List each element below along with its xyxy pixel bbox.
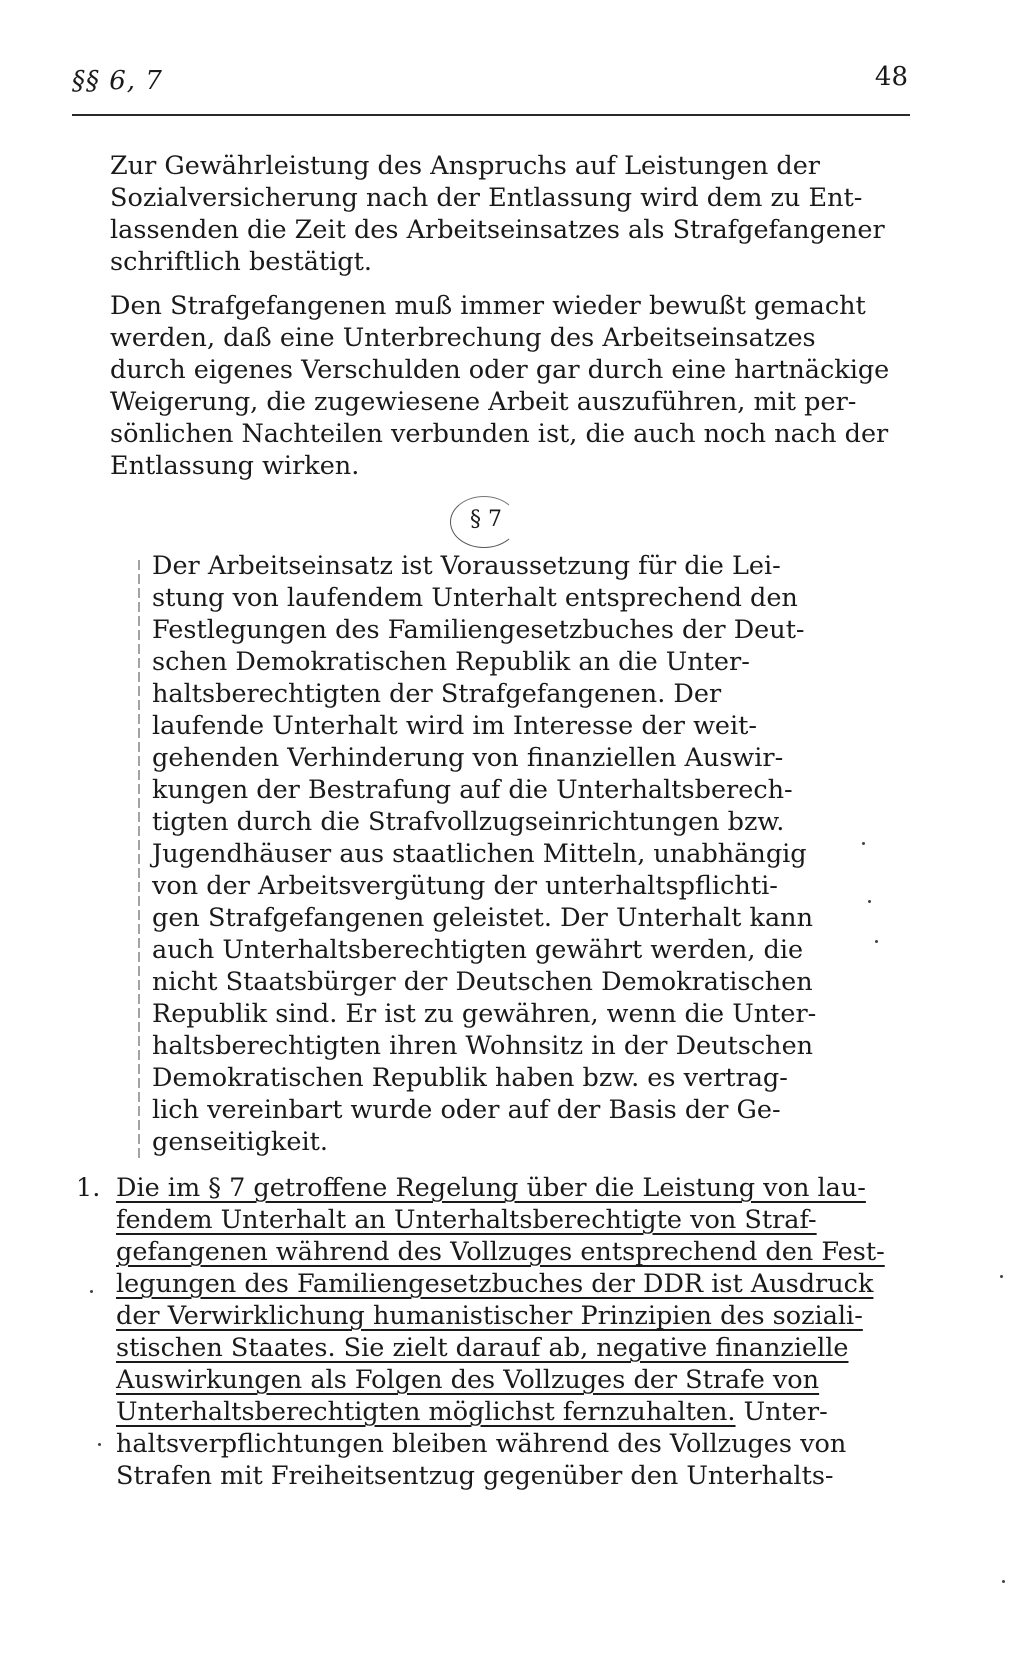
text-line: schriftlich bestätigt.	[110, 247, 372, 277]
section-reference: §§ 6, 7	[72, 66, 163, 96]
text-line: haltsberechtigten ihren Wohnsitz in der Deutschen	[152, 1031, 814, 1061]
text-line: genseitigkeit.	[152, 1127, 328, 1157]
scan-speck	[875, 940, 878, 943]
text-line: haltsberechtigten der Strafgefangenen. Der	[152, 679, 722, 709]
text-line: stung von laufendem Unterhalt entsprechend den	[152, 583, 798, 613]
paragraph-work-interruption	[110, 290, 910, 482]
underlined-line: gefangenen während des Vollzuges entsprechend den Fest-	[116, 1237, 885, 1267]
text-line: Republik sind. Er ist zu gewähren, wenn die Unter-	[152, 999, 817, 1029]
text-line: tigten durch die Strafvollzugseinrichtungen bzw.	[152, 807, 785, 837]
underlined-line: legungen des Familiengesetzbuches der DDR ist Ausdruck	[116, 1269, 874, 1299]
scan-speck	[90, 1290, 93, 1293]
paragraph-section-7-text	[152, 550, 842, 1158]
scan-speck	[98, 1443, 101, 1446]
text-line: lich vereinbart wurde oder auf der Basis der Ge-	[152, 1095, 781, 1125]
text-line: laufende Unterhalt wird im Interesse der weit-	[152, 711, 758, 741]
text-line: gehenden Verhinderung von finanziellen Auswir-	[152, 743, 784, 773]
text-line: nicht Staatsbürger der Deutschen Demokratischen	[152, 967, 813, 997]
text-line: Festlegungen des Familiengesetzbuches der Deut-	[152, 615, 805, 645]
scan-speck	[1002, 1580, 1005, 1583]
mixed-line	[116, 1396, 910, 1428]
text-line: schen Demokratischen Republik an die Unter-	[152, 647, 750, 677]
page-number: 48	[874, 62, 908, 92]
paragraph-commentary	[116, 1172, 910, 1492]
text-line: Den Strafgefangenen muß immer wieder bewußt gemacht	[110, 291, 866, 321]
text-line: auch Unterhaltsberechtigten gewährt werden, die	[152, 935, 804, 965]
page-header	[72, 62, 908, 112]
underlined-line: Die im § 7 getroffene Regelung über die Leistung von lau-	[116, 1173, 866, 1203]
commentary-number: 1.	[76, 1173, 101, 1203]
section-heading	[446, 494, 526, 546]
text-line: Entlassung wirken.	[110, 451, 360, 481]
text-line: Jugendhäuser aus staatlichen Mitteln, unabhängig	[152, 839, 807, 869]
underlined-line: fendem Unterhalt an Unterhaltsberechtigte von Straf-	[116, 1205, 817, 1235]
section-label: § 7	[470, 507, 502, 532]
text-line: Zur Gewährleistung des Anspruchs auf Leistungen der	[110, 151, 820, 181]
text-line: sönlichen Nachteilen verbunden ist, die auch noch nach der	[110, 419, 889, 449]
margin-marking	[138, 560, 140, 1160]
text-line: werden, daß eine Unterbrechung des Arbeitseinsatzes	[110, 323, 816, 353]
text-line: lassenden die Zeit des Arbeitseinsatzes als Strafgefangener	[110, 215, 885, 245]
underlined-line: der Verwirklichung humanistischer Prinzipien des soziali-	[116, 1301, 863, 1331]
text-line: durch eigenes Verschulden oder gar durch eine hartnäckige	[110, 355, 890, 385]
text-line: Weigerung, die zugewiesene Arbeit auszuführen, mit per-	[110, 387, 857, 417]
scan-speck	[1000, 1275, 1003, 1278]
plain-fragment: Unter-	[735, 1397, 828, 1427]
paragraph-social-insurance	[110, 150, 910, 278]
text-line: Demokratischen Republik haben bzw. es vertrag-	[152, 1063, 788, 1093]
handwritten-circle	[450, 496, 518, 548]
text-line: Strafen mit Freiheitsentzug gegenüber den Unterhalts-	[116, 1461, 834, 1491]
scan-speck	[868, 900, 871, 903]
text-line: von der Arbeitsvergütung der unterhaltspflichti-	[152, 871, 778, 901]
underlined-line: Auswirkungen als Folgen des Vollzuges der Strafe von	[116, 1365, 820, 1395]
header-rule	[72, 114, 910, 116]
text-line: Der Arbeitseinsatz ist Voraussetzung für die Lei-	[152, 551, 781, 581]
underlined-fragment: Unterhaltsberechtigten möglichst fernzuhalten.	[116, 1397, 736, 1427]
text-line: haltsverpflichtungen bleiben während des Vollzuges von	[116, 1429, 847, 1459]
text-line: Sozialversicherung nach der Entlassung wird dem zu Ent-	[110, 183, 863, 213]
underlined-line: stischen Staates. Sie zielt darauf ab, negative finanzielle	[116, 1333, 849, 1363]
scan-speck	[862, 842, 865, 845]
text-line: gen Strafgefangenen geleistet. Der Unterhalt kann	[152, 903, 814, 933]
text-line: kungen der Bestrafung auf die Unterhaltsberech-	[152, 775, 793, 805]
